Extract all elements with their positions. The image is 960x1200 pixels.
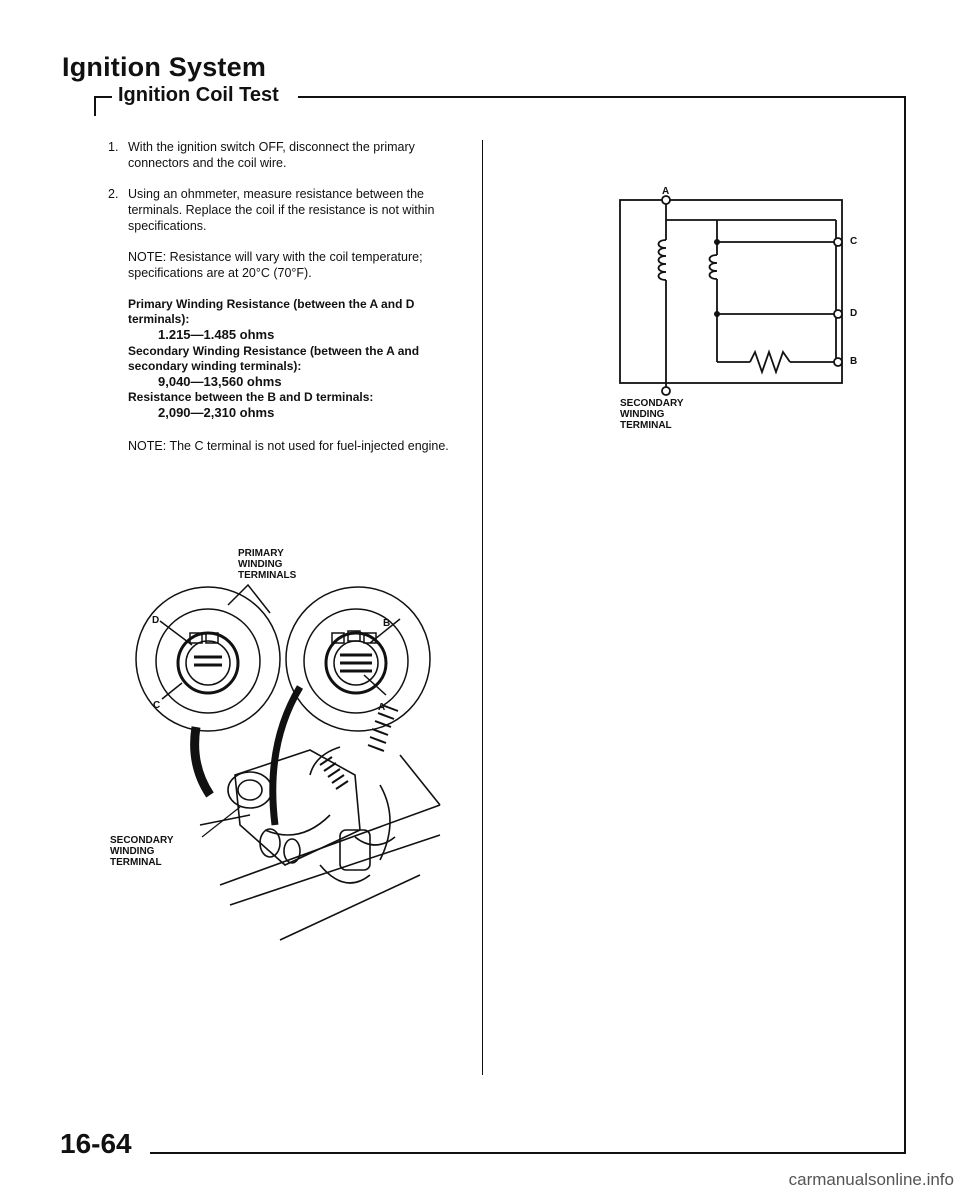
terminal-a-node bbox=[662, 196, 670, 204]
temperature-note: NOTE: Resistance will vary with the coil temperature; specifications are at 20°C (70°F). bbox=[128, 250, 423, 280]
watermark-text: carmanualsonline.info bbox=[788, 1170, 954, 1189]
instructions-column bbox=[108, 140, 468, 471]
terminal-c-label: C bbox=[850, 236, 858, 247]
spec-value: 2,090—2,310 ohms bbox=[158, 404, 275, 420]
step-details bbox=[108, 250, 468, 455]
frame-left-top bbox=[94, 96, 96, 116]
c-terminal-note: NOTE: The C terminal is not used for fuel-injected engine. bbox=[128, 439, 449, 454]
page-number: 16-64 bbox=[60, 1128, 132, 1159]
resistor-symbol bbox=[750, 352, 790, 372]
step-item bbox=[108, 187, 468, 234]
section-rule-left bbox=[94, 96, 112, 98]
secondary-coil-symbol bbox=[659, 240, 667, 280]
terminal-d-node bbox=[834, 310, 842, 318]
harness-corrugation bbox=[320, 705, 398, 789]
frame-bottom bbox=[150, 1152, 906, 1154]
secondary-winding-label-schematic: SECONDARY WINDING TERMINAL bbox=[620, 398, 684, 431]
spec-label: Resistance between the B and D terminals: bbox=[128, 389, 374, 404]
page-title: Ignition System bbox=[62, 52, 267, 82]
coil-connector-illustration bbox=[100, 575, 460, 955]
spec-label: Primary Winding Resistance (between the A and D terminals): bbox=[128, 297, 415, 327]
terminal-b-node bbox=[834, 358, 842, 366]
terminal-a-label: A bbox=[662, 186, 670, 197]
terminal-a-label-photo: A bbox=[378, 702, 386, 713]
terminal-b-label-photo: B bbox=[383, 618, 391, 629]
column-divider bbox=[482, 140, 483, 1075]
terminal-d-label-photo: D bbox=[152, 615, 160, 626]
spec-value: 9,040—13,560 ohms bbox=[158, 373, 282, 389]
frame-right bbox=[904, 96, 906, 1154]
secondary-leader-line bbox=[202, 807, 240, 837]
terminal-c-label-photo: C bbox=[153, 700, 161, 711]
primary-coil-symbol bbox=[710, 255, 718, 279]
step-item bbox=[108, 140, 468, 171]
spec-value: 1.215—1.485 ohms bbox=[158, 327, 275, 343]
secondary-terminal-node bbox=[662, 387, 670, 395]
ignition-coil-body bbox=[200, 747, 440, 940]
spec-label: Secondary Winding Resistance (between the A and secondary winding terminals): bbox=[128, 343, 420, 373]
secondary-winding-label-photo: SECONDARY WINDING TERMINAL bbox=[110, 835, 174, 868]
spec-list bbox=[128, 297, 468, 421]
terminal-b-label: B bbox=[850, 356, 858, 367]
coil-schematic-diagram bbox=[600, 180, 880, 400]
terminal-c-node bbox=[834, 238, 842, 246]
primary-winding-label: PRIMARY WINDING TERMINALS bbox=[238, 548, 297, 581]
section-rule-right bbox=[298, 96, 906, 98]
step-text: Using an ohmmeter, measure resistance between the terminals. Replace the coil if the resistance is not within specifications. bbox=[128, 187, 435, 233]
section-title: Ignition Coil Test bbox=[118, 84, 279, 106]
terminal-d-label: D bbox=[850, 308, 858, 319]
schematic-housing bbox=[620, 200, 842, 383]
step-text: With the ignition switch OFF, disconnect the primary connectors and the coil wire. bbox=[128, 140, 415, 170]
step-number: 1. bbox=[108, 140, 119, 154]
step-number: 2. bbox=[108, 187, 119, 202]
